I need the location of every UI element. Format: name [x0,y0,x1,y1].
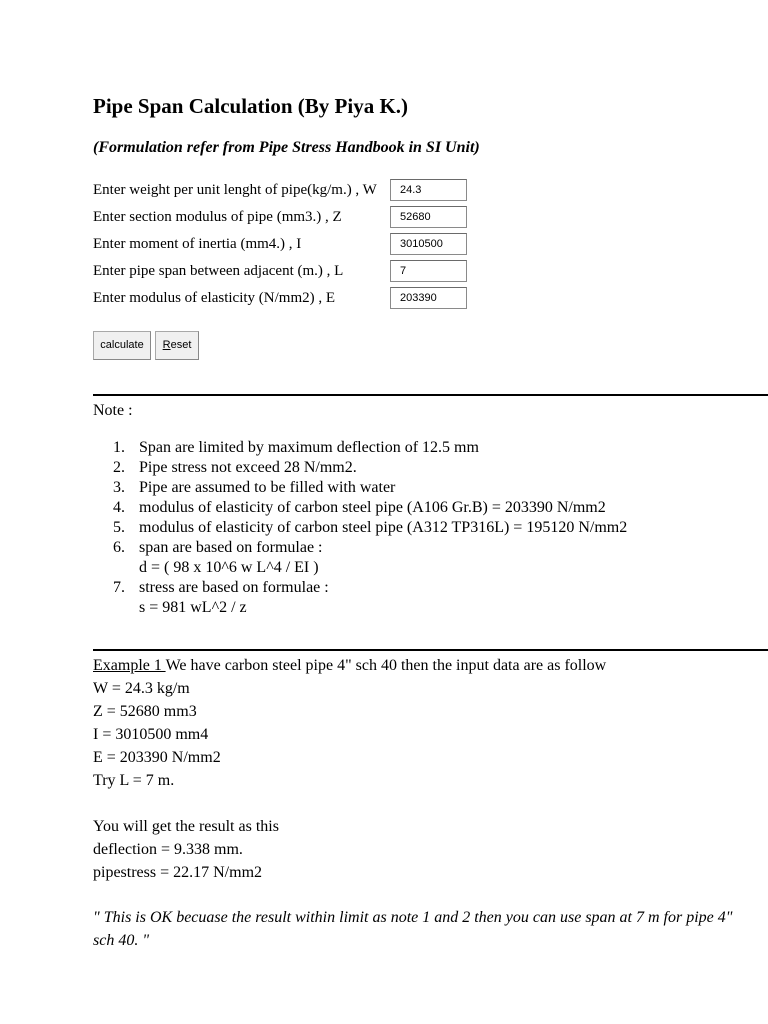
reset-label-rest: eset [170,339,192,351]
page-subtitle: (Formulation refer from Pipe Stress Handbook in SI Unit) [93,139,480,156]
weight-label: Enter weight per unit lenght of pipe(kg/m.) , W [93,182,377,198]
example-input-i: I = 3010500 mm4 [93,726,209,743]
moment-of-inertia-input[interactable] [390,233,467,255]
divider-top [93,394,768,396]
note-item [93,438,627,458]
note-item [93,498,627,518]
page-title: Pipe Span Calculation (By Piya K.) [93,94,409,118]
example-input-l: Try L = 7 m. [93,772,175,789]
modulus-of-elasticity-label: Enter modulus of elasticity (N/mm2) , E [93,290,336,306]
divider-bottom [93,649,768,651]
note-item [93,538,627,578]
note-text: Pipe stress not exceed 28 N/mm2. [139,459,357,476]
note-text: span are based on formulae : [139,539,323,556]
span-label: Enter pipe span between adjacent (m.) , L [93,263,344,279]
calculate-button[interactable]: calculate [93,331,151,360]
note-item [93,458,627,478]
form-row-moment-of-inertia [93,233,493,255]
example-input-e: E = 203390 N/mm2 [93,749,221,766]
section-modulus-input[interactable] [390,206,467,228]
weight-input[interactable] [390,179,467,201]
note-text: Pipe are assumed to be filled with water [139,479,396,496]
modulus-of-elasticity-input[interactable] [390,287,467,309]
note-item [93,578,627,618]
note-text: modulus of elasticity of carbon steel pipe (A106 Gr.B) = 203390 N/mm2 [139,499,606,516]
example-input-w: W = 24.3 kg/m [93,680,190,697]
form-row-span [93,260,493,282]
spacer [93,792,606,815]
example-intro: We have carbon steel pipe 4" sch 40 then the input data are as follow [165,657,607,674]
note-item [93,518,627,538]
reset-button[interactable] [155,331,199,360]
note-number: 1. [113,439,125,456]
example-intro-line [93,654,606,677]
moment-of-inertia-label: Enter moment of inertia (mm4.) , I [93,236,302,252]
note-number: 5. [113,519,125,536]
span-input[interactable] [390,260,467,282]
note-number: 6. [113,539,125,556]
deflection-formula: d = ( 98 x 10^6 w L^4 / EI ) [139,559,319,576]
note-heading: Note : [93,402,133,419]
note-text: stress are based on formulae : [139,579,329,596]
form-row-weight [93,179,493,201]
stress-formula: s = 981 wL^2 / z [139,599,247,616]
note-number: 3. [113,479,125,496]
section-modulus-label: Enter section modulus of pipe (mm3.) , Z [93,209,342,225]
reset-accesskey: R [162,339,171,351]
note-text: Span are limited by maximum deflection of 12.5 mm [139,439,479,456]
note-text: modulus of elasticity of carbon steel pipe (A312 TP316L) = 195120 N/mm2 [139,519,628,536]
result-deflection: deflection = 9.338 mm. [93,841,243,858]
result-heading: You will get the result as this [93,818,279,835]
example-input-z: Z = 52680 mm3 [93,703,197,720]
result-pipestress: pipestress = 22.17 N/mm2 [93,864,263,881]
note-number: 7. [113,579,125,596]
example-section [93,654,606,884]
note-number: 4. [113,499,125,516]
note-item [93,478,627,498]
note-number: 2. [113,459,125,476]
notes-list [93,438,627,618]
example-conclusion: " This is OK becuase the result within limit as note 1 and 2 then you can use span at 7 m for pipe 4" sch 40. " [93,909,733,949]
form-row-modulus-of-elasticity [93,287,493,309]
form-row-section-modulus [93,206,493,228]
example-heading: Example 1 [93,657,166,674]
